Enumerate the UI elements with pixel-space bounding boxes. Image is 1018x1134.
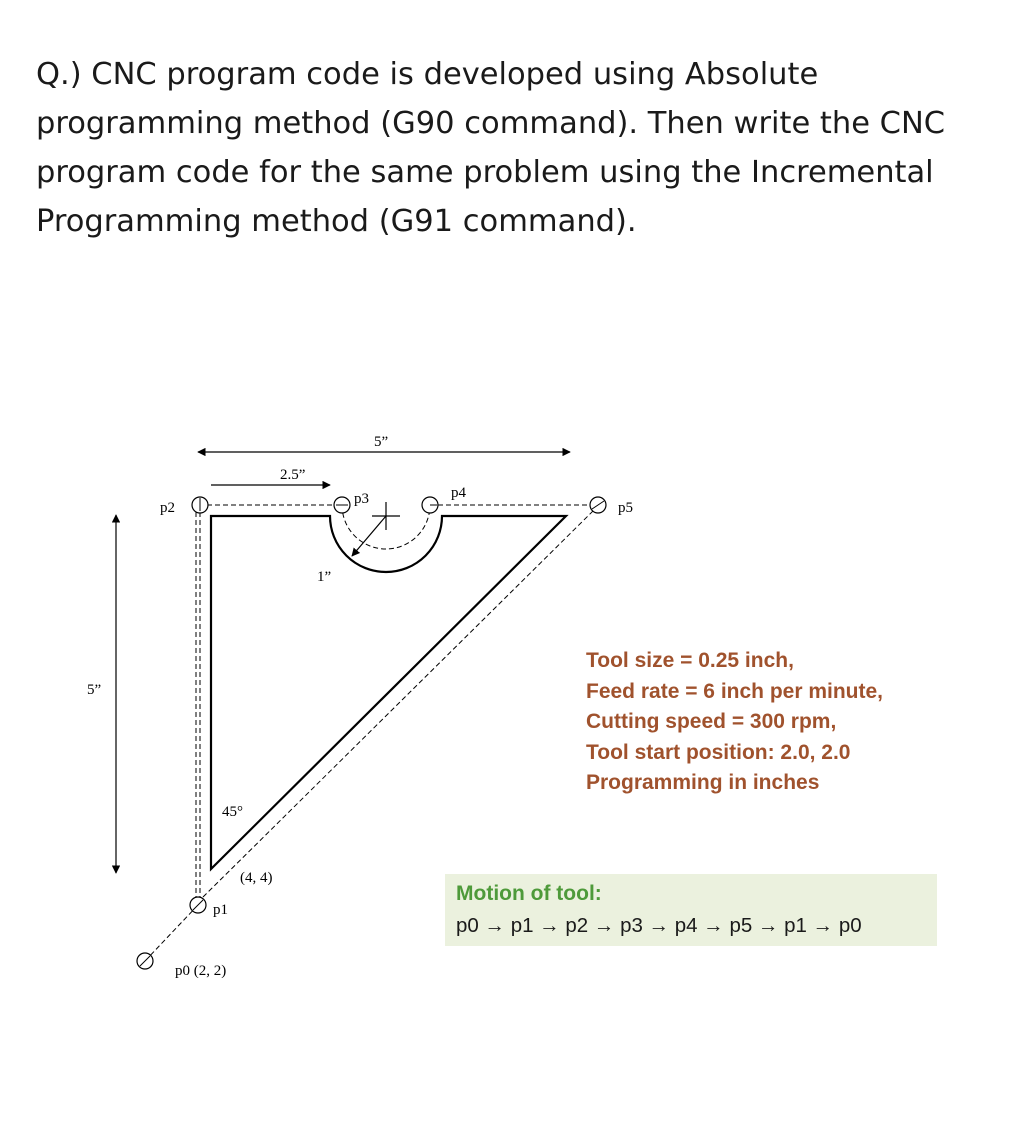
dim-label-left: 5” [87,682,102,698]
point-label-p3: p3 [354,491,369,507]
spec-cutting-speed: Cutting speed = 300 rpm, [586,710,837,733]
point-label-p5: p5 [618,500,633,516]
motion-title: Motion of tool: [456,882,602,905]
question-text: Q.) CNC program code is developed using Absolute programming method (G90 command). Then write the CNC program code for the same problem using the Incremental Programming method (G91 command). [36,57,946,239]
motion-sequence: p0 → p1 → p2 → p3 → p4 → p5 → p1 → p0 [456,914,862,937]
point-label-p1: p1 [213,902,228,918]
motion-of-tool-box [445,874,937,946]
dim-label-radius: 1” [317,569,332,585]
coord-label-4-4: (4, 4) [240,870,273,886]
point-label-p4: p4 [451,485,466,501]
spec-feed-rate: Feed rate = 6 inch per minute, [586,679,884,703]
spec-units: Programming in inches [586,771,820,794]
angle-label: 45° [222,804,243,820]
point-label-p0: p0 (2, 2) [175,963,227,979]
spec-tool-size: Tool size = 0.25 inch, [586,649,794,672]
point-label-p2: p2 [160,500,175,516]
part-outline [211,516,566,869]
radius-line [352,516,386,556]
tool-specs [586,646,883,799]
spec-start-position: Tool start position: 2.0, 2.0 [586,740,851,764]
dim-label-top: 5” [374,434,389,450]
dim-label-half: 2.5” [280,467,306,483]
